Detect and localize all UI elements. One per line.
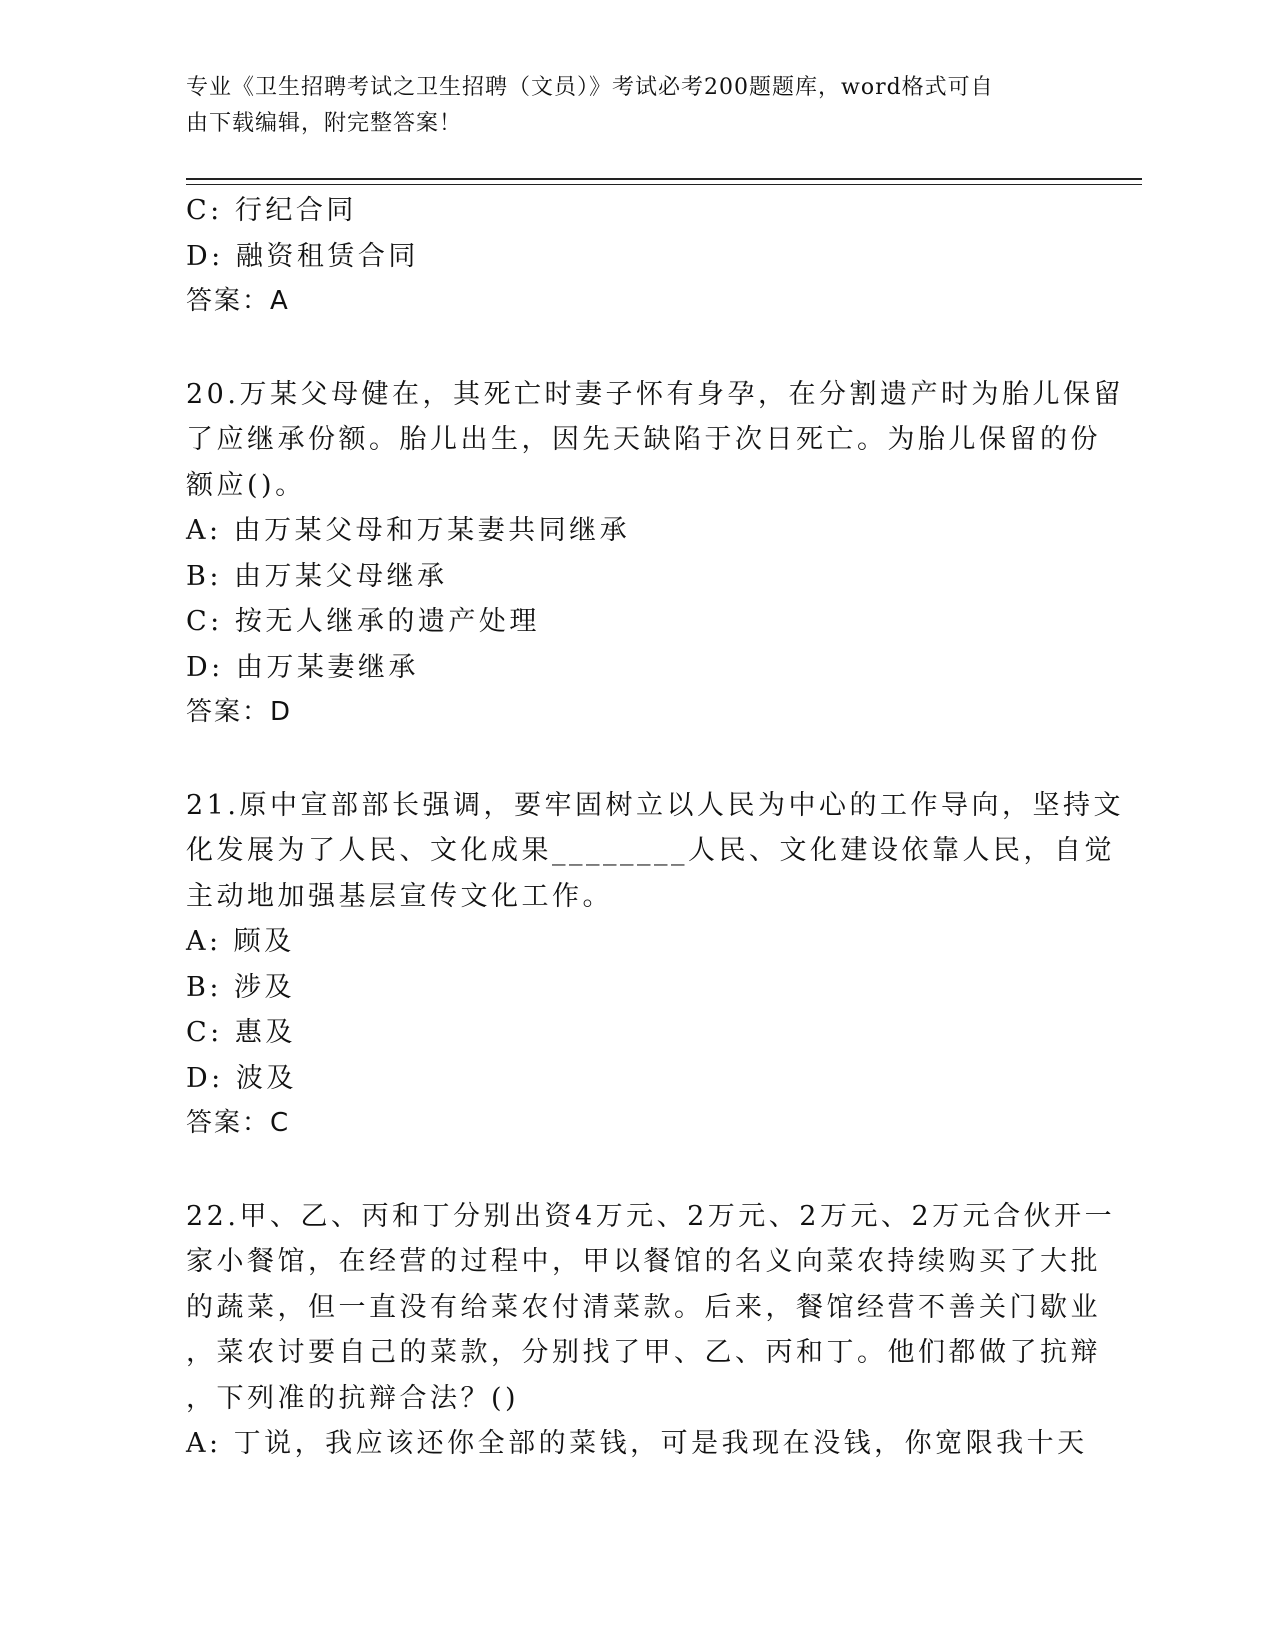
answer-line: 答案：D (186, 697, 293, 727)
previous-question-tail (186, 188, 1086, 325)
header-divider (186, 178, 1142, 180)
question-stem-line: 主动地加强基层宣传文化工作。 (186, 880, 613, 912)
option-a: A: 由万某父母和万某妻共同继承 (186, 515, 631, 546)
question-list (186, 188, 1124, 1467)
question-stem-line: 家小餐馆，在经营的过程中，甲以餐馆的名义向菜农持续购买了大批 (186, 1246, 1101, 1277)
question-20 (186, 372, 1124, 736)
question-stem-line: 20.万某父母健在，其死亡时妻子怀有身孕，在分割遗产时为胎儿保留 (186, 378, 1124, 410)
header-line-2: 由下载编辑，附完整答案！ (186, 111, 463, 136)
question-stem-line: 额应()。 (186, 469, 306, 501)
header-line-1: 专业《卫生招聘考试之卫生招聘（文员）》考试必考200题题库，word格式可自 (186, 75, 994, 100)
question-stem-line: 的蔬菜，但一直没有给菜农付清菜款。后来，餐馆经营不善关门歇业 (186, 1291, 1101, 1323)
option-c: C: 按无人继承的遗产处理 (186, 606, 540, 637)
option-c: C: 惠及 (186, 1017, 296, 1048)
question-21 (186, 783, 1124, 1147)
question-stem-line: ，下列准的抗辩合法？() (186, 1382, 520, 1414)
option-d: D: 融资租赁合同 (186, 240, 419, 272)
header-divider-thin (186, 184, 1142, 185)
question-22 (186, 1194, 1116, 1467)
question-stem-line: 21.原中宣部部长强调，要牢固树立以人民为中心的工作导向，坚持文 (186, 789, 1124, 821)
question-stem-line: 了应继承份额。胎儿出生，因先天缺陷于次日死亡。为胎儿保留的份 (186, 424, 1101, 455)
option-b: B: 涉及 (186, 971, 296, 1003)
question-stem-line: 化发展为了人民、文化成果________人民、文化建设依靠人民，自觉 (186, 835, 1115, 866)
question-stem-line: ，菜农讨要自己的菜款，分别找了甲、乙、丙和丁。他们都做了抗辩 (186, 1337, 1101, 1368)
answer-line: 答案：A (186, 286, 290, 316)
option-d: D: 由万某妻继承 (186, 651, 419, 683)
option-c: C: 行纪合同 (186, 195, 357, 226)
question-stem-line: 22.甲、乙、丙和丁分别出资4万元、2万元、2万元、2万元合伙开一 (186, 1200, 1116, 1232)
option-d: D: 波及 (186, 1062, 297, 1094)
answer-line: 答案：C (186, 1108, 291, 1138)
document-header (186, 70, 1056, 142)
option-a: A: 顾及 (186, 926, 295, 957)
option-a: A: 丁说，我应该还你全部的菜钱，可是我现在没钱，你宽限我十天 (186, 1428, 1088, 1459)
option-b: B: 由万某父母继承 (186, 560, 448, 592)
